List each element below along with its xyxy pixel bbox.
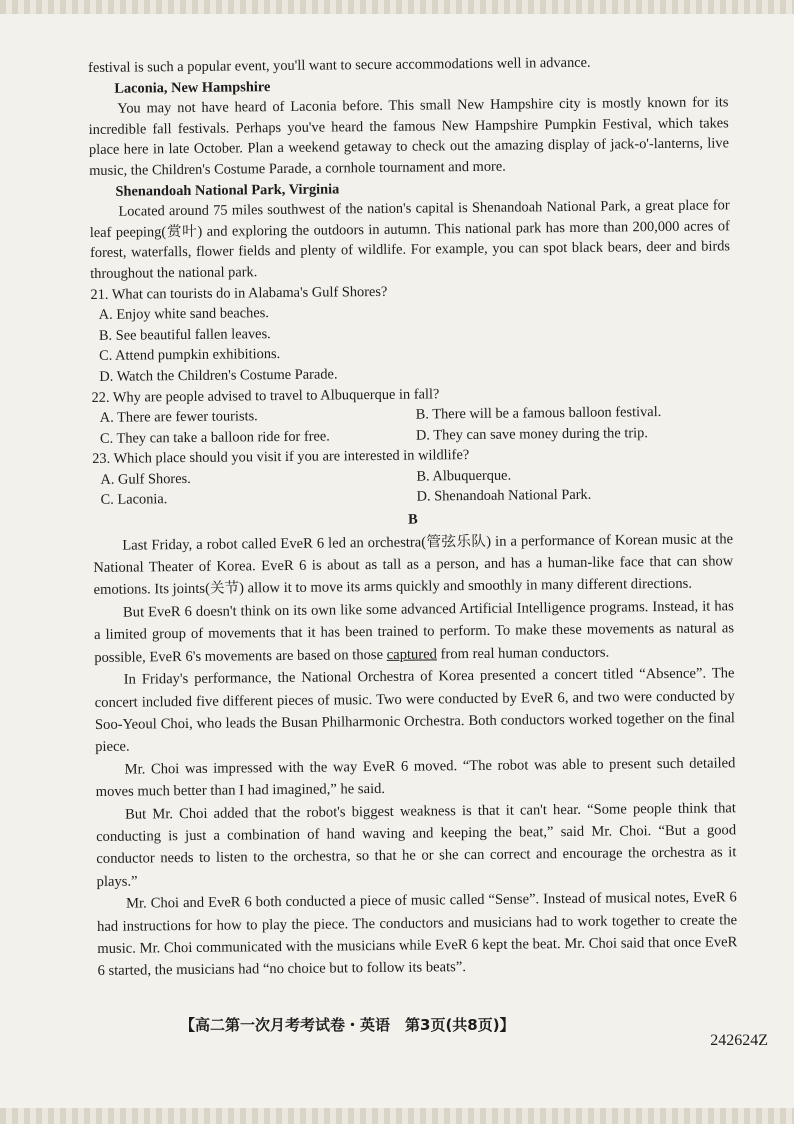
underlined-word: captured [386, 646, 438, 663]
passage-a-intro-line: festival is such a popular event, you'll want to secure accommodations well in advance. [88, 54, 591, 76]
question-stem: 23. Which place should you visit if you are interested in wildlife? [92, 447, 470, 468]
question-stem: 21. What can tourists do in Alabama's Gulf Shores? [90, 283, 388, 303]
passage-b-paragraph-1: Last Friday, a robot called EveR 6 led an orchestra(管弦乐队) in a performance of Korean music at the National Theater of Korea. EveR 6 is about as tall as a person, and has a human-like face that can show emotions. Its joints(关节) allow it to move its arms quickly and smoothly in many different directions. [93, 530, 734, 599]
passage-b-paragraph-3: In Friday's performance, the National Orchestra of Korea presented a concert titled “Absence”. The concert included five different pieces of music. Two were conducted by EveR 6, and two were conducted by Soo-Yeoul Choi, who leads the Busan Philharmonic Orchestra. Both conductors worked together on the final piece. [94, 665, 736, 756]
option-a: A. Gulf Shores. [100, 470, 191, 488]
passage-b [93, 528, 738, 983]
passage-b-paragraph-6: Mr. Choi and EveR 6 both conducted a piece of music called “Sense”. Instead of musical notes, EveR 6 had instructions for how to play the piece. The conductors and musicians had to work together to create the music. Mr. Choi communicated with the musicians while EveR 6 kept the beat. Mr. Choi said that once EveR 6 started, the musicians had “no choice but to follow its beats”. [97, 889, 738, 980]
option-d: D. Watch the Children's Costume Parade. [99, 366, 338, 385]
shenandoah-heading: Shenandoah National Park, Virginia [115, 180, 340, 200]
passage-b-paragraph-4: Mr. Choi was impressed with the way EveR 6 moved. “The robot was able to present such detailed moves much better than I had imagined,” he said. [95, 754, 736, 801]
paper-bottom-edge [0, 1108, 794, 1124]
laconia-heading: Laconia, New Hampshire [114, 78, 271, 97]
shenandoah-paragraph: Located around 75 miles southwest of the nation's capital is Shenandoah National Park, a great place for leaf peeping(赏叶) and exploring the outdoors in autumn. This national park has more than 200,000 acres of forest, waterfalls, flower fields and plenty of wildlife. For example, you can spot black bears, deer and birds throughout the national park. [89, 197, 731, 282]
paper-top-edge [0, 0, 794, 14]
passage-b-paragraph-2 [94, 595, 735, 669]
exam-code: 242624Z [710, 1032, 768, 1049]
option-a: A. Enjoy white sand beaches. [98, 305, 270, 324]
question-22 [91, 381, 732, 449]
option-d: D. They can save money during the trip. [415, 424, 648, 444]
question-23 [92, 443, 733, 511]
option-c: C. They can take a balloon ride for free. [99, 428, 330, 447]
paragraph-text: But EveR 6 doesn't think on its own like some advanced Artificial Intelligence programs. Instead, it has a limited group of movements that it has been trained to perform. To make these movements as natural as possible, EveR 6's movements are based on those [93, 598, 735, 666]
page-footer-title: 【高二第一次月考考试卷・英语 第3页(共8页)】 [180, 1016, 515, 1034]
exam-page [88, 51, 738, 982]
passage-b-paragraph-5: But Mr. Choi added that the robot's biggest weakness is that it can't hear. “Some people think that conducting is just a combination of hand waving and keeping the beat,” said Mr. Choi. “But a good conductor needs to listen to the orchestra, so that he or she can correct and encourage the orchestra as it plays.” [96, 799, 737, 890]
option-c: C. Attend pumpkin exhibitions. [99, 346, 281, 365]
paragraph-text: from real human conductors. [436, 644, 610, 663]
option-d: D. Shenandoah National Park. [416, 487, 592, 506]
section-b-label: B [407, 511, 418, 528]
question-21 [90, 278, 731, 388]
option-a: A. There are fewer tourists. [99, 408, 258, 426]
option-b: B. See beautiful fallen leaves. [98, 325, 271, 344]
option-b: B. There will be a famous balloon festival. [415, 404, 662, 423]
option-c: C. Laconia. [100, 491, 168, 509]
laconia-paragraph: You may not have heard of Laconia before. This small New Hampshire city is mostly known for its incredible fall festivals. Perhaps you've heard the famous New Hampshire Pumpkin Festival, which takes place here in late October. Plan a weekend getaway to check out the amazing display of jack-o'-lanterns, live music, the Children's Costume Parade, a cornhole tournament and more. [88, 94, 730, 179]
option-b: B. Albuquerque. [416, 467, 512, 485]
question-stem: 22. Why are people advised to travel to Albuquerque in fall? [91, 385, 440, 406]
